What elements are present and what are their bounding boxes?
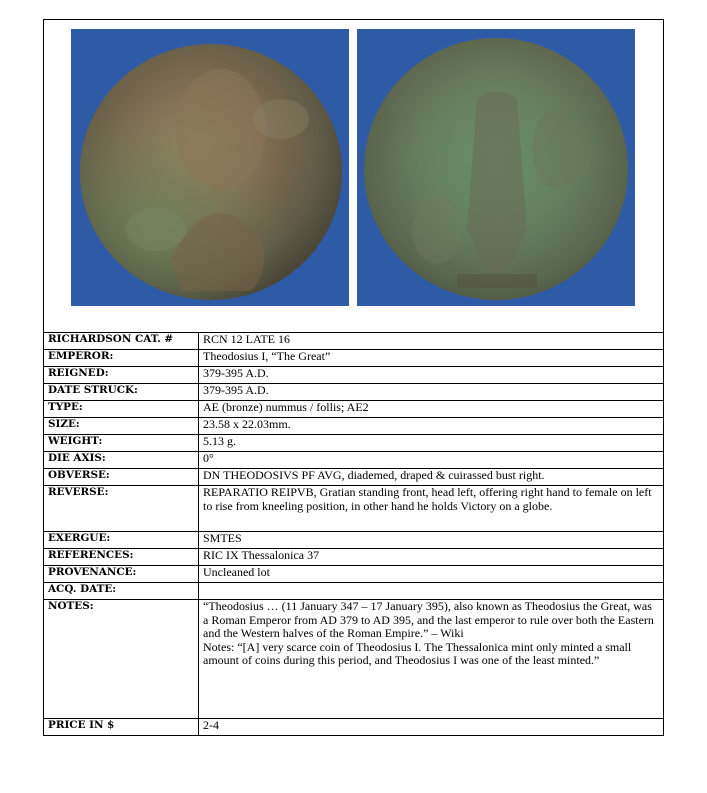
table-row-weight — [44, 435, 664, 452]
row-value: Theodosius I, “The Great” — [199, 350, 664, 367]
row-label: ACQ. DATE: — [44, 583, 199, 600]
coin-reverse-photo — [357, 29, 635, 306]
row-value: RIC IX Thessalonica 37 — [199, 549, 664, 566]
row-value — [199, 583, 664, 600]
row-value: 379-395 A.D. — [199, 367, 664, 384]
row-label: TYPE: — [44, 401, 199, 418]
table-row-price — [44, 719, 664, 736]
row-value: AE (bronze) nummus / follis; AE2 — [199, 401, 664, 418]
coin-obverse-photo — [71, 29, 349, 306]
row-label: DIE AXIS: — [44, 452, 199, 469]
row-label: EXERGUE: — [44, 532, 199, 549]
row-value: 23.58 x 22.03mm. — [199, 418, 664, 435]
row-value: DN THEODOSIVS PF AVG, diademed, draped & cuirassed bust right. — [199, 469, 664, 486]
row-label: PROVENANCE: — [44, 566, 199, 583]
table-row-die-axis — [44, 452, 664, 469]
table-row-emperor — [44, 350, 664, 367]
row-value: 2-4 — [199, 719, 664, 736]
row-label: WEIGHT: — [44, 435, 199, 452]
table-row-acq-date — [44, 583, 664, 600]
row-label: PRICE IN $ — [44, 719, 199, 736]
row-value: SMTES — [199, 532, 664, 549]
row-label: OBVERSE: — [44, 469, 199, 486]
table-row-reverse — [44, 486, 664, 532]
table-row-type — [44, 401, 664, 418]
notes-wiki-quote: “Theodosius … (11 January 347 – 17 January 395), also known as Theodosius the Great, was a Roman Emperor from AD 379 to AD 395, and the last emperor to rule over both the Eastern and the Western halves of the Roman Empire.” – Wiki — [203, 599, 654, 641]
row-value: 5.13 g. — [199, 435, 664, 452]
row-label: RICHARDSON CAT. # — [44, 333, 199, 350]
row-value: 0° — [199, 452, 664, 469]
table-row-reigned — [44, 367, 664, 384]
row-label: SIZE: — [44, 418, 199, 435]
row-value — [199, 600, 664, 719]
row-label: NOTES: — [44, 600, 199, 719]
row-label: REIGNED: — [44, 367, 199, 384]
row-value: 379-395 A.D. — [199, 384, 664, 401]
row-label: DATE STRUCK: — [44, 384, 199, 401]
table-row-notes — [44, 600, 664, 719]
coin-info-table — [43, 332, 664, 736]
table-row-catalog-number — [44, 333, 664, 350]
notes-scarcity: Notes: “[A] very scarce coin of Theodosius I. The Thessalonica mint only minted a small amount of coins during this period, and Theodosius I was one of the least minted.” — [203, 639, 632, 668]
row-label: REFERENCES: — [44, 549, 199, 566]
row-value: REPARATIO REIPVB, Gratian standing front, head left, offering right hand to female on left to rise from kneeling position, in other hand he holds Victory on a globe. — [199, 486, 664, 532]
table-row-exergue — [44, 532, 664, 549]
table-row-obverse — [44, 469, 664, 486]
table-row-references — [44, 549, 664, 566]
row-value: RCN 12 LATE 16 — [199, 333, 664, 350]
row-value: Uncleaned lot — [199, 566, 664, 583]
row-label: REVERSE: — [44, 486, 199, 532]
table-row-date-struck — [44, 384, 664, 401]
table-row-provenance — [44, 566, 664, 583]
coin-photos-frame — [43, 19, 664, 333]
table-row-size — [44, 418, 664, 435]
row-label: EMPEROR: — [44, 350, 199, 367]
